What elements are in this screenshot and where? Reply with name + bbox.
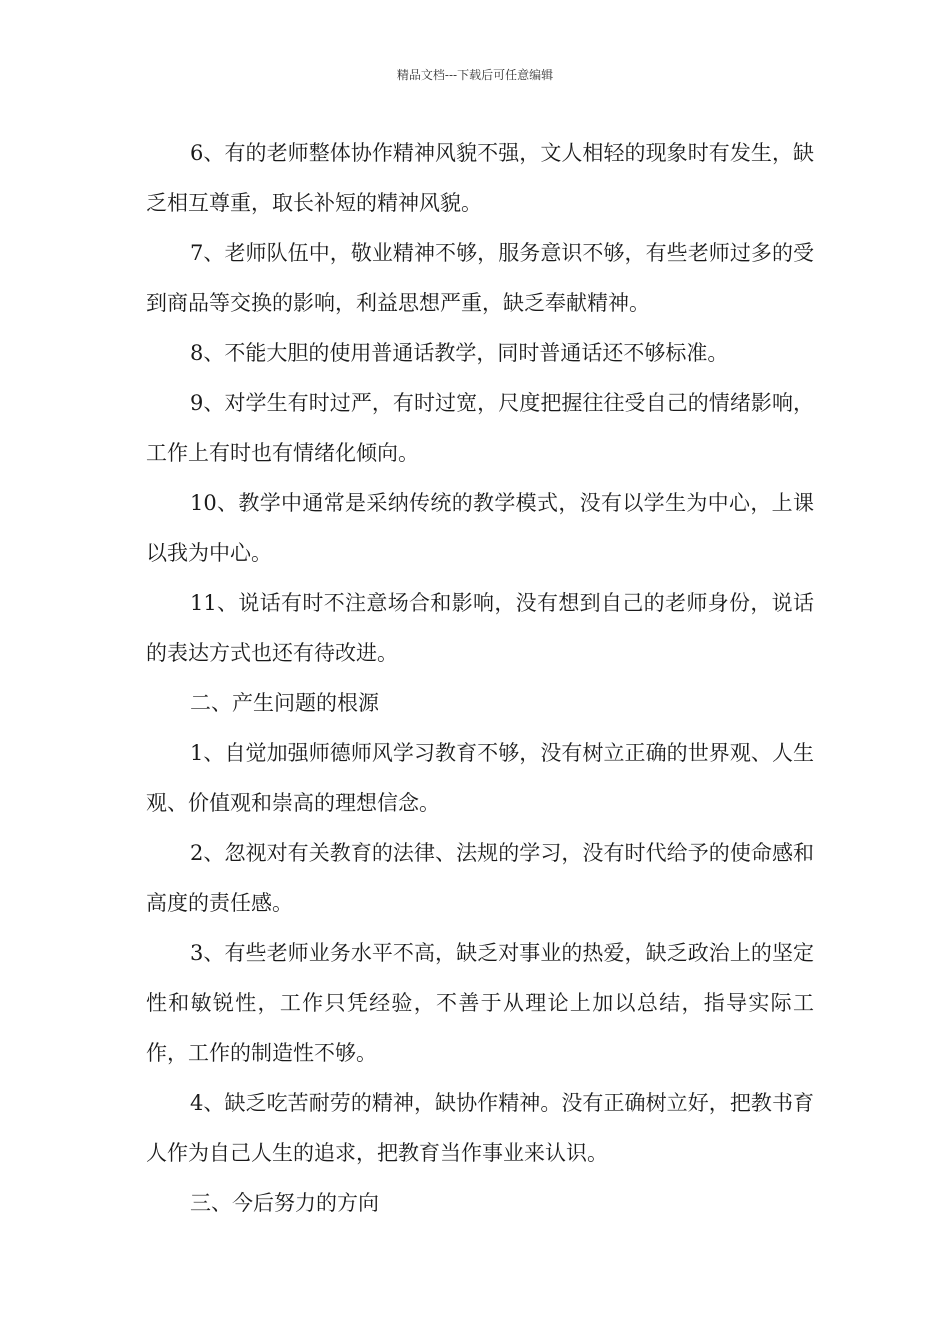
section-heading-3: 三、今后努力的方向 <box>190 1191 379 1215</box>
root-cause-4: 4、缺乏吃苦耐劳的精神，缺协作精神。没有正确树立好，把教书育人作为自己人生的追求，把教育当作事业来认识。 <box>146 1091 814 1165</box>
root-cause-1: 1、自觉加强师德师风学习教育不够，没有树立正确的世界观、人生观、价值观和崇高的理想信念。 <box>146 741 814 815</box>
section-heading-2: 二、产生问题的根源 <box>190 691 379 715</box>
paragraph-10: 10、教学中通常是采纳传统的教学模式，没有以学生为中心，上课以我为中心。 <box>146 491 814 565</box>
page-header: 精品文档---下载后可任意编辑 <box>396 68 554 82</box>
paragraph-8: 8、不能大胆的使用普通话教学，同时普通话还不够标准。 <box>190 341 729 365</box>
root-cause-3: 3、有些老师业务水平不高，缺乏对事业的热爱，缺乏政治上的坚定性和敏锐性，工作只凭经验，不善于从理论上加以总结，指导实际工作，工作的制造性不够。 <box>146 941 814 1065</box>
paragraph-9: 9、对学生有时过严，有时过宽，尺度把握往往受自己的情绪影响，工作上有时也有情绪化倾向。 <box>146 391 814 465</box>
paragraph-6: 6、有的老师整体协作精神风貌不强，文人相轻的现象时有发生，缺乏相互尊重，取长补短的精神风貌。 <box>146 141 814 215</box>
paragraph-11: 11、说话有时不注意场合和影响，没有想到自己的老师身份，说话的表达方式也还有待改进。 <box>146 591 814 665</box>
root-cause-2: 2、忽视对有关教育的法律、法规的学习，没有时代给予的使命感和高度的责任感。 <box>146 841 814 915</box>
paragraph-7: 7、老师队伍中，敬业精神不够，服务意识不够，有些老师过多的受到商品等交换的影响，利益思想严重，缺乏奉献精神。 <box>146 241 814 315</box>
document-body <box>146 128 814 1228</box>
